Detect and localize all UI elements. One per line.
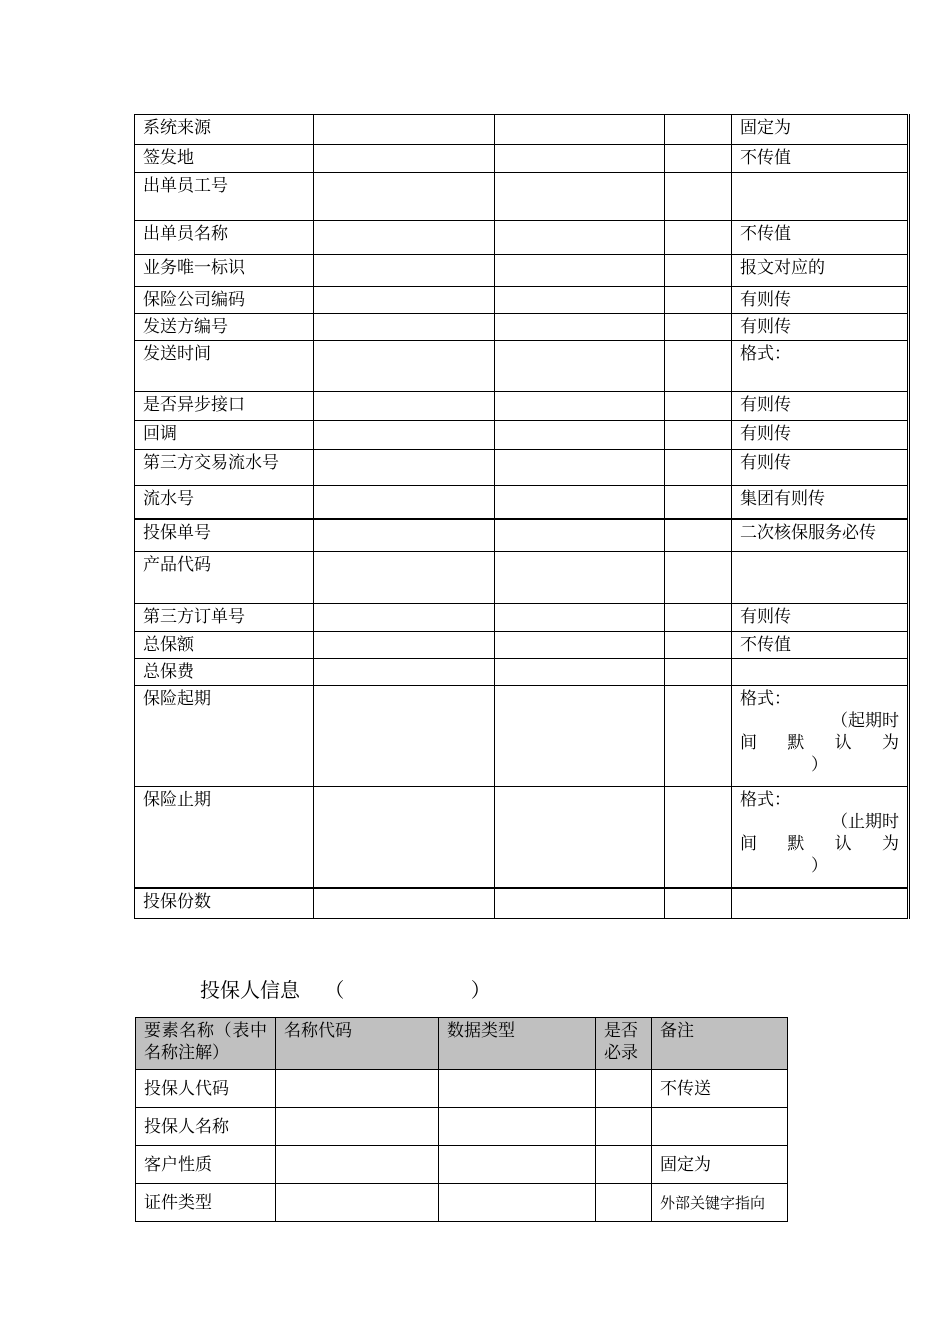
empty-cell xyxy=(596,1146,652,1184)
field-name: 投保份数 xyxy=(135,888,314,919)
empty-cell xyxy=(495,341,665,392)
table-row xyxy=(135,115,909,145)
empty-cell xyxy=(495,115,665,145)
table-row xyxy=(135,486,909,519)
table-row xyxy=(135,659,909,686)
field-note: 不传送 xyxy=(652,1070,788,1108)
empty-cell xyxy=(495,314,665,341)
field-note: 固定为 xyxy=(732,115,909,145)
empty-cell xyxy=(665,392,732,421)
empty-cell xyxy=(439,1108,596,1146)
table-row xyxy=(136,1184,788,1222)
empty-cell xyxy=(665,604,732,632)
field-note: 不传值 xyxy=(732,145,909,173)
empty-cell xyxy=(314,392,495,421)
empty-cell xyxy=(495,519,665,552)
section-title-text: 投保人信息 xyxy=(200,978,300,1002)
empty-cell xyxy=(495,486,665,519)
table-row xyxy=(135,604,909,632)
field-note xyxy=(732,552,909,604)
field-name: 回调 xyxy=(135,421,314,450)
field-note: 集团有则传 xyxy=(732,486,909,519)
table-row xyxy=(135,686,909,787)
field-note: 有则传 xyxy=(732,421,909,450)
empty-cell xyxy=(495,659,665,686)
field-note xyxy=(732,787,909,888)
field-note: 外部关键字指向 xyxy=(652,1184,788,1222)
empty-cell xyxy=(596,1108,652,1146)
note-format: 格式： xyxy=(740,689,791,709)
table-row xyxy=(136,1108,788,1146)
empty-cell xyxy=(495,421,665,450)
table-row xyxy=(135,221,909,255)
table-row xyxy=(135,552,909,604)
empty-cell xyxy=(596,1070,652,1108)
empty-cell xyxy=(314,255,495,287)
empty-cell xyxy=(314,341,495,392)
empty-cell xyxy=(314,145,495,173)
empty-cell xyxy=(314,486,495,519)
empty-cell xyxy=(314,604,495,632)
field-name: 保险公司编码 xyxy=(135,287,314,314)
field-name: 产品代码 xyxy=(135,552,314,604)
field-name: 第三方订单号 xyxy=(135,604,314,632)
empty-cell xyxy=(665,659,732,686)
empty-cell xyxy=(665,686,732,787)
empty-cell xyxy=(314,888,495,919)
empty-cell xyxy=(439,1070,596,1108)
empty-cell xyxy=(665,255,732,287)
empty-cell xyxy=(665,450,732,486)
table-row xyxy=(135,392,909,421)
empty-cell xyxy=(314,552,495,604)
empty-cell xyxy=(665,115,732,145)
field-name: 出单员工号 xyxy=(135,173,314,221)
empty-cell xyxy=(314,659,495,686)
field-note: 有则传 xyxy=(732,314,909,341)
table-row xyxy=(135,888,909,919)
empty-cell xyxy=(665,341,732,392)
field-name: 保险止期 xyxy=(135,787,314,888)
section-title xyxy=(200,974,491,1003)
empty-cell xyxy=(314,314,495,341)
field-name: 签发地 xyxy=(135,145,314,173)
field-name: 证件类型 xyxy=(136,1184,276,1222)
field-name: 第三方交易流水号 xyxy=(135,450,314,486)
table-row xyxy=(135,314,909,341)
field-name: 投保人名称 xyxy=(136,1108,276,1146)
field-name: 总保额 xyxy=(135,632,314,659)
field-name: 流水号 xyxy=(135,486,314,519)
empty-cell xyxy=(495,255,665,287)
field-note: 不传值 xyxy=(732,632,909,659)
empty-cell xyxy=(314,787,495,888)
field-name: 发送时间 xyxy=(135,341,314,392)
header-type: 数据类型 xyxy=(439,1018,596,1070)
empty-cell xyxy=(665,145,732,173)
header-required: 是否必录 xyxy=(596,1018,652,1070)
field-name: 保险起期 xyxy=(135,686,314,787)
field-note: 二次核保服务必传 xyxy=(732,519,909,552)
table-row xyxy=(135,255,909,287)
empty-cell xyxy=(314,287,495,314)
table-row xyxy=(135,173,909,221)
empty-cell xyxy=(665,632,732,659)
header-code: 名称代码 xyxy=(276,1018,439,1070)
empty-cell xyxy=(314,519,495,552)
field-note xyxy=(732,888,909,919)
empty-cell xyxy=(495,552,665,604)
table-header-row xyxy=(136,1018,788,1070)
table-row xyxy=(136,1070,788,1108)
table-row xyxy=(135,450,909,486)
empty-cell xyxy=(439,1146,596,1184)
empty-cell xyxy=(495,604,665,632)
field-note: 有则传 xyxy=(732,392,909,421)
field-name: 投保单号 xyxy=(135,519,314,552)
empty-cell xyxy=(665,173,732,221)
field-note xyxy=(652,1108,788,1146)
field-note: 有则传 xyxy=(732,450,909,486)
empty-cell xyxy=(314,450,495,486)
note-close: ） xyxy=(811,856,828,876)
empty-cell xyxy=(665,287,732,314)
empty-cell xyxy=(314,115,495,145)
empty-cell xyxy=(276,1146,439,1184)
header-note: 备注 xyxy=(652,1018,788,1070)
field-note: 固定为 xyxy=(652,1146,788,1184)
empty-cell xyxy=(495,787,665,888)
empty-cell xyxy=(314,686,495,787)
field-note xyxy=(732,686,909,787)
table-row xyxy=(135,341,909,392)
empty-cell xyxy=(665,421,732,450)
table-row xyxy=(135,145,909,173)
field-note xyxy=(732,659,909,686)
note-paren: （止期时 xyxy=(831,812,899,832)
note-format: 格式： xyxy=(740,790,791,810)
field-name: 发送方编号 xyxy=(135,314,314,341)
empty-cell xyxy=(665,221,732,255)
empty-cell xyxy=(495,221,665,255)
empty-cell xyxy=(665,888,732,919)
empty-cell xyxy=(439,1184,596,1222)
field-table xyxy=(134,114,910,919)
table-row xyxy=(135,787,909,888)
empty-cell xyxy=(276,1108,439,1146)
note-default: 间 默 认 为 xyxy=(740,834,899,854)
empty-cell xyxy=(495,173,665,221)
field-name: 系统来源 xyxy=(135,115,314,145)
empty-cell xyxy=(495,888,665,919)
field-name: 总保费 xyxy=(135,659,314,686)
header-name: 要素名称（表中名称注解） xyxy=(136,1018,276,1070)
field-note: 有则传 xyxy=(732,604,909,632)
note-paren: （起期时 xyxy=(831,711,899,731)
table-row xyxy=(135,519,909,552)
table-row xyxy=(135,287,909,314)
table-row xyxy=(135,632,909,659)
field-note: 不传值 xyxy=(732,221,909,255)
empty-cell xyxy=(665,486,732,519)
empty-cell xyxy=(314,421,495,450)
empty-cell xyxy=(495,686,665,787)
table-row xyxy=(136,1146,788,1184)
field-note xyxy=(732,173,909,221)
empty-cell xyxy=(665,519,732,552)
table-row xyxy=(135,421,909,450)
policyholder-table xyxy=(135,1017,788,1222)
empty-cell xyxy=(495,145,665,173)
empty-cell xyxy=(314,173,495,221)
empty-cell xyxy=(495,450,665,486)
field-name: 出单员名称 xyxy=(135,221,314,255)
field-note: 格式： xyxy=(732,341,909,392)
empty-cell xyxy=(596,1184,652,1222)
field-name: 投保人代码 xyxy=(136,1070,276,1108)
empty-cell xyxy=(276,1070,439,1108)
empty-cell xyxy=(314,221,495,255)
field-note: 报文对应的 xyxy=(732,255,909,287)
empty-cell xyxy=(495,392,665,421)
note-default: 间 默 认 为 xyxy=(740,733,899,753)
field-name: 业务唯一标识 xyxy=(135,255,314,287)
section-title-open-paren: （ xyxy=(324,978,345,1002)
empty-cell xyxy=(495,632,665,659)
empty-cell xyxy=(665,787,732,888)
field-name: 客户性质 xyxy=(136,1146,276,1184)
empty-cell xyxy=(276,1184,439,1222)
empty-cell xyxy=(314,632,495,659)
empty-cell xyxy=(495,287,665,314)
note-close: ） xyxy=(811,755,828,775)
section-title-close-paren: ） xyxy=(470,978,491,1002)
empty-cell xyxy=(665,314,732,341)
empty-cell xyxy=(665,552,732,604)
field-note: 有则传 xyxy=(732,287,909,314)
field-name: 是否异步接口 xyxy=(135,392,314,421)
